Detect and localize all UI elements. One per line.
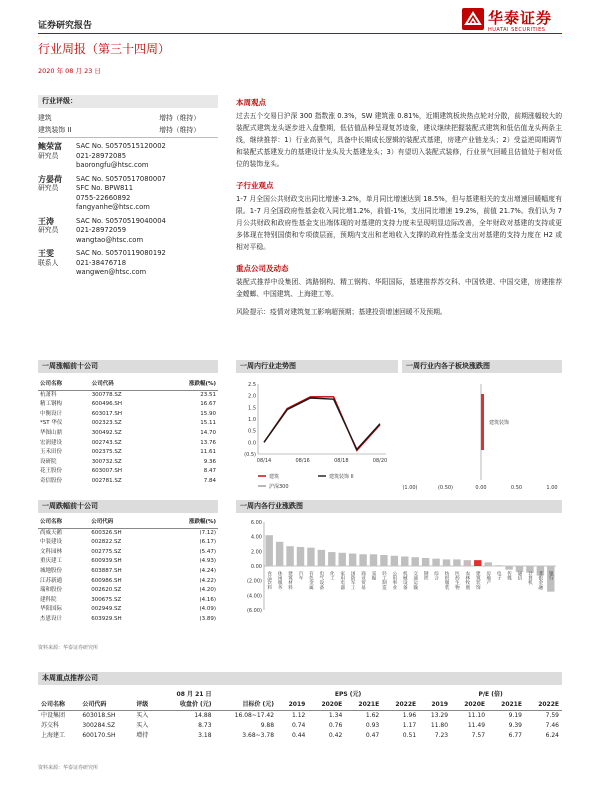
rec-cell-eps: 1.12	[291, 712, 306, 719]
bar-category-label: 建筑装饰	[489, 420, 510, 426]
company-code-cell: 002775.SZ	[91, 548, 122, 555]
table-row	[38, 419, 218, 429]
rec-body	[38, 711, 562, 742]
y-tick-label: 4.00	[250, 534, 262, 541]
rec-cell-pe: 7.59	[545, 712, 559, 719]
table-row	[38, 448, 218, 458]
industry-label: 纺织服装	[444, 571, 449, 590]
industry-label: 建筑材料	[287, 571, 293, 590]
industry-bar	[474, 560, 481, 566]
rec-cell-rating: 买入	[136, 712, 149, 719]
change-cell: 16.67	[200, 401, 216, 408]
company-code-cell: 600496.SH	[91, 401, 123, 408]
table-header-row	[38, 518, 218, 528]
change-cell: (4.09)	[199, 606, 216, 613]
y-tick-label: 0.5	[248, 428, 256, 435]
industry-label: 房地产	[485, 571, 491, 585]
y-tick-label: 2.00	[250, 549, 262, 556]
change-cell: 11.61	[200, 449, 216, 456]
rec-cell-eps: 0.42	[328, 732, 343, 739]
key-text: 装配式推荐中设集团、鸿路钢构、精工钢构、华阳国际，基建推荐苏交科、中国铁建、中国交建，房建推荐金螳螂、中国建筑、上海建工等。	[236, 278, 562, 298]
recommendation-table	[38, 690, 562, 741]
company-name-cell: 华阳国际	[40, 606, 63, 613]
report-date: 2020 年 08 月 23 日	[38, 67, 101, 75]
company-name-cell: 奇信股份	[40, 477, 63, 484]
rec-cell-pe: 7.46	[545, 722, 559, 729]
rec-source-note: 资料来源：华泰证券研究所	[38, 765, 99, 771]
table-row	[38, 577, 218, 587]
industry-label: 化工	[329, 571, 335, 581]
x-tick-label: 1.00	[546, 485, 558, 491]
col-header: 目标价 (元)	[242, 701, 275, 708]
date-label: 08 月 21 日	[176, 691, 212, 698]
industry-bar	[495, 565, 502, 566]
rec-cell-target: 9.88	[260, 722, 275, 729]
table-row	[38, 721, 562, 731]
col-header: 2022E	[538, 701, 559, 708]
rec-cell-eps: 0.74	[291, 722, 306, 729]
company-code-cell: 300778.SZ	[91, 391, 122, 398]
change-cell: (7.12)	[199, 529, 216, 536]
trend-line-chart	[236, 376, 398, 494]
company-code-cell: 002781.SZ	[91, 477, 122, 484]
rec-cell-code: 300284.SZ	[82, 722, 116, 729]
change-cell: 13.76	[200, 439, 216, 446]
company-name-cell: 设研院	[40, 458, 57, 465]
y-tick-label: (2.00)	[246, 578, 262, 585]
table-row	[38, 390, 218, 400]
industry-bar	[328, 552, 335, 566]
company-name-cell: 花王股份	[40, 468, 63, 475]
industry-bar	[443, 559, 450, 566]
rec-cell-name: 苏交科	[41, 722, 60, 729]
rec-cell-eps: 0.51	[402, 732, 417, 739]
rec-cell-pe: 13.29	[430, 712, 449, 719]
rec-cell-rating: 买入	[136, 722, 149, 729]
y-tick-label: 6.00	[250, 520, 262, 526]
losers-heading: 一周跌幅前十公司	[38, 500, 218, 513]
company-code-cell: 603929.SH	[91, 615, 122, 622]
rating-heading: 行业评级：	[38, 95, 218, 108]
rec-cell-eps: 1.17	[402, 722, 417, 729]
industry-bar	[318, 550, 325, 566]
change-cell: (4.20)	[199, 587, 216, 594]
change-cell: 23.51	[200, 391, 216, 398]
rating-value: 增持（维持）	[159, 126, 200, 134]
industry-label: 公用事业	[391, 571, 397, 590]
company-name-cell: 宏润建设	[40, 439, 63, 446]
company-name-cell: 中衡设计	[40, 410, 63, 417]
x-tick-label: (1.00)	[402, 485, 418, 491]
industry-label: 国防军工	[350, 571, 356, 590]
industry-bar	[307, 548, 314, 566]
analyst-phone: 021-28972085	[76, 151, 127, 160]
industry-label: 机械设备	[402, 571, 408, 590]
rec-cell-pe: 11.10	[467, 712, 486, 719]
rec-cell-target: 3.68~3.78	[242, 732, 275, 739]
col-header: 公司名称	[38, 380, 90, 390]
legend-label: 建筑	[269, 474, 280, 480]
company-name-cell: 尚威天鹅	[40, 529, 63, 536]
rec-cell-pe: 11.49	[467, 722, 486, 729]
rec-cell-eps: 1.96	[402, 712, 417, 719]
company-name-cell: 重庆建工	[40, 558, 63, 565]
rec-cell-pe: 9.39	[508, 722, 522, 729]
change-cell: (4.93)	[199, 558, 216, 565]
industry-label: 计算机	[527, 571, 533, 585]
losers-table	[38, 518, 218, 625]
change-cell: (6.17)	[199, 539, 216, 546]
table-row	[38, 439, 218, 449]
industry-bar	[339, 553, 346, 566]
sub-sector-chart-heading: 一周行业内各子板块涨跌图	[402, 360, 562, 373]
change-cell: 8.47	[203, 468, 216, 475]
analyst-email[interactable]: wangtao@htsc.com	[76, 235, 144, 244]
y-tick-label: 0.00	[250, 564, 262, 570]
rec-cell-name: 中设集团	[41, 712, 66, 719]
change-cell: 9.36	[203, 458, 216, 465]
industry-label: 通信	[517, 571, 522, 581]
industry-label: 轻工制造	[381, 571, 387, 590]
analyst-name: 鲍荣富	[38, 142, 62, 151]
report-type-label: 证券研究报告	[38, 21, 93, 31]
x-tick-label: 08/18	[334, 458, 349, 464]
industry-label: 电子	[496, 571, 502, 581]
change-cell: 14.70	[200, 429, 216, 436]
views-text: 过去五个交易日沪深 300 指数涨 0.3%，SW 建筑涨 0.81%，近期建筑板块热点轮对分散，前期涨幅较大的装配式建筑龙头逐步进入盘整期，低估值品种呈现复苏迹象，建议继续把握装配式建筑和低估值龙头两条主线，继续推荐：1）行业高景气，具备中长期成长逻辑的装配式基建，房建产业链龙头；2）受益逆周期调节和装配式基建发力的基建设计龙头及大基建龙头；3）有望切入装配式装修，行业景气回暖且估值处于相对低位的装饰龙头。	[236, 112, 562, 168]
table-row	[38, 731, 562, 741]
industry-label: 电气设备	[318, 571, 324, 590]
industry-bar	[380, 555, 387, 566]
rec-cell-eps: 0.93	[365, 722, 380, 729]
eps-label: EPS (元)	[334, 691, 362, 698]
industry-label: 医药生物	[454, 571, 460, 590]
change-cell: 15.90	[200, 410, 216, 417]
rec-cell-pe: 7.23	[434, 732, 449, 739]
change-cell: 7.84	[203, 477, 216, 484]
col-header: 公司代码	[82, 701, 107, 708]
industry-bar	[349, 554, 356, 566]
col-header: 2021E	[358, 701, 380, 708]
x-tick-label: 08/20	[372, 458, 388, 464]
legend-label: 沪深300	[269, 484, 289, 490]
company-name-cell: 玉禾田份	[40, 449, 63, 456]
company-code-cell: 300732.SZ	[91, 458, 122, 465]
analyst-sac: SAC No. S0570515120002	[76, 142, 166, 150]
main-text	[236, 97, 562, 318]
col-header: 2021E	[501, 701, 522, 708]
col-header: 收盘价 (元)	[179, 701, 212, 708]
company-name-cell: 精工钢构	[40, 401, 63, 408]
pe-label: P/E (倍)	[478, 691, 503, 698]
table-row	[38, 605, 218, 615]
table-row	[38, 477, 218, 487]
change-cell: (4.24)	[199, 567, 216, 574]
y-tick-label: (4.00)	[246, 593, 262, 600]
rating-name: 建筑装饰 II	[38, 126, 72, 134]
industry-label: 食品饮料	[266, 571, 272, 590]
analyst-card	[38, 142, 228, 171]
col-header: 评级	[136, 701, 149, 708]
analyst-card	[38, 175, 228, 213]
industry-bar	[359, 554, 366, 566]
industry-label: 休闲服务	[277, 571, 283, 590]
rating-value: 增持（维持）	[159, 114, 200, 122]
analyst-sac: SAC No. S0570519040004	[76, 216, 166, 225]
rec-cell-pe: 6.24	[545, 732, 559, 739]
rec-cell-rating: 增持	[136, 732, 149, 739]
analyst-email[interactable]: baorongfu@htsc.com	[76, 161, 149, 169]
series-line	[264, 398, 380, 449]
industry-label: 农林牧渔	[464, 571, 470, 590]
industry-bar	[370, 554, 377, 566]
company-code-cell: 002620.SZ	[91, 587, 122, 594]
table-row	[38, 557, 218, 567]
analyst-sfc: SFC No. BPW811	[76, 184, 134, 192]
table-header-row	[38, 690, 562, 700]
col-header: 公司代码	[89, 518, 157, 528]
company-code-cell: 002949.SZ	[91, 606, 122, 613]
industry-bar	[505, 566, 512, 570]
logo-english: HUATAI SECURITIES	[488, 27, 546, 33]
table-row	[38, 596, 218, 606]
rec-cell-eps: 0.44	[291, 732, 306, 739]
analyst-block	[38, 142, 228, 278]
industry-label: 综合	[433, 571, 439, 581]
col-header: 涨跌幅(%)	[157, 518, 218, 528]
analyst-phone: 021-28972059	[76, 226, 127, 234]
industry-label: 商业贸易	[360, 571, 366, 590]
table-row	[38, 429, 218, 439]
industry-label: 汽车	[298, 571, 303, 581]
industry-bar	[266, 535, 273, 566]
risk-text: 风险提示：疫情对建筑复工影响超预期；基建投资增速回暖不及预期。	[236, 308, 447, 316]
analyst-sac: SAC No. S0570517080007	[76, 174, 166, 183]
industry-bar	[412, 557, 419, 566]
industry-bar	[276, 542, 283, 566]
rating-row	[38, 112, 218, 124]
rec-cell-name: 上海建工	[41, 732, 66, 739]
x-tick-label: 08/14	[256, 458, 272, 464]
page-title: 行业周报（第三十四周）	[38, 42, 171, 56]
gainers-table	[38, 380, 218, 487]
table-row	[38, 586, 218, 596]
company-name-cell: 江苏新通	[40, 577, 63, 584]
rec-heading: 本周重点推荐公司	[38, 672, 562, 685]
industry-bar	[432, 559, 439, 566]
col-header: 涨跌幅(%)	[157, 380, 218, 390]
rec-cell-eps: 1.34	[328, 712, 343, 719]
change-cell: (4.22)	[199, 577, 216, 584]
change-cell: (5.47)	[199, 548, 216, 555]
industry-bar	[401, 556, 408, 566]
company-code-cell: 603007.SH	[91, 468, 123, 475]
company-code-cell: 600326.SH	[91, 529, 122, 536]
col-header: 公司代码	[90, 380, 157, 390]
table-row	[38, 528, 218, 538]
rating-list	[38, 112, 218, 136]
y-tick-label: 1.0	[248, 417, 256, 423]
analyst-role: 研究员	[38, 184, 59, 192]
industry-bar-chart	[236, 516, 562, 652]
analyst-card	[38, 249, 228, 278]
gainers-heading: 一周涨幅前十公司	[38, 360, 218, 373]
sub-sector-bar	[481, 394, 484, 450]
x-tick-label: 0.50	[510, 485, 523, 491]
rec-cell-eps: 0.76	[328, 722, 343, 729]
industry-bar	[297, 547, 304, 566]
industry-label: 家用电器	[339, 571, 345, 590]
analyst-role: 研究员	[38, 226, 59, 234]
rec-cell-eps: 1.62	[365, 712, 380, 719]
y-tick-label: 2.5	[248, 382, 256, 388]
company-code-cell: 603887.SH	[91, 567, 122, 574]
rec-cell-price: 3.18	[198, 732, 212, 739]
source-note: 资料来源：华泰证券研究所	[38, 645, 99, 651]
company-code-cell: 603017.SH	[91, 410, 123, 417]
company-code-cell: 002743.SZ	[91, 439, 122, 446]
company-name-cell: 文科园林	[40, 548, 63, 555]
analyst-email[interactable]: wangwen@htsc.com	[76, 268, 147, 276]
rec-cell-pe: 7.57	[471, 732, 486, 739]
col-header: 2022E	[395, 701, 417, 708]
change-cell: 15.11	[200, 420, 216, 427]
analyst-role: 联系人	[38, 258, 59, 267]
company-name-cell: 建科院	[40, 596, 57, 603]
change-cell: (4.16)	[199, 596, 216, 603]
company-code-cell: 002375.SZ	[91, 449, 122, 456]
change-cell: (3.89)	[199, 615, 216, 622]
table-row	[38, 410, 218, 420]
x-tick-label: (0.50)	[437, 485, 454, 491]
legend-label: 建筑装饰 II	[329, 474, 354, 480]
analyst-name: 方晏荷	[38, 174, 62, 184]
logo-text: 华泰证券	[488, 9, 553, 27]
x-tick-label: 0.00	[475, 485, 487, 491]
table-row	[38, 711, 562, 722]
table-row	[38, 615, 218, 625]
analyst-name: 王涛	[38, 216, 54, 226]
rating-row	[38, 124, 218, 136]
rec-cell-price: 8.73	[198, 722, 212, 729]
col-header: 2019	[288, 701, 306, 708]
industry-bar	[422, 558, 429, 566]
industry-label: 银行	[548, 571, 554, 581]
company-name-cell: 杭萧科	[40, 391, 57, 398]
header-rule	[38, 33, 562, 34]
table-header-row	[38, 700, 562, 711]
divider	[38, 137, 218, 138]
industry-label: 钢铁	[423, 571, 429, 581]
industry-label: 采掘	[371, 571, 376, 581]
industry-bar	[453, 559, 460, 566]
sub-heading: 子行业观点	[236, 181, 274, 190]
company-name-cell: 瑞和股份	[40, 587, 63, 594]
col-header: 2020E	[321, 701, 343, 708]
company-name-cell: 中装建设	[40, 539, 63, 546]
col-header: 公司名称	[38, 518, 89, 528]
y-tick-label: 1.5	[248, 405, 256, 412]
losers-body	[38, 528, 218, 624]
gainers-body	[38, 390, 218, 486]
y-tick-label: 0.0	[248, 440, 256, 447]
table-row	[38, 538, 218, 548]
company-code-cell: 600986.SH	[91, 577, 122, 584]
company-code-cell: 600939.SH	[91, 558, 122, 565]
rec-cell-code: 600170.SH	[82, 732, 116, 739]
rec-cell-price: 14.88	[194, 712, 212, 719]
rec-cell-target: 16.08~17.42	[234, 712, 275, 719]
rec-cell-pe: 6.77	[508, 732, 522, 739]
col-header: 公司名称	[41, 701, 66, 708]
analyst-sac: SAC No. S0570119080192	[76, 249, 166, 257]
sub-text: 1-7 月全国公共财政支出同比增速-3.2%，单月同比增速达到 18.5%，但与基建相关的支出增速回暖幅度有限。1-7 月全国政府性基金收入同比增1.2%，前值-1%，支出同比增速 19.2%，前值 21.7%。我们认为 7 月公共财政和政府性基金支出端体现的对基建的支持力度未呈现明显边际改善，全年财政对基建的支持或更多体现在特别国债和专项债层面，预期内支出和老地收入支撑的政府性基金支出对基建的支持力度在 H2 或相对平稳。	[236, 195, 562, 251]
y-tick-label: (6.00)	[246, 608, 262, 614]
company-name-cell: *ST 华仪	[40, 420, 63, 427]
col-header: 2020E	[464, 701, 486, 708]
company-code-cell: 002822.SZ	[91, 539, 122, 546]
analyst-name: 王雯	[38, 249, 54, 258]
industry-label: 有色金属	[308, 571, 314, 590]
rec-cell-pe: 9.19	[508, 712, 522, 719]
industry-label: 建筑装饰	[475, 571, 481, 590]
x-tick-label: 08/16	[295, 458, 310, 464]
views-heading: 本周观点	[236, 98, 266, 107]
company-code-cell: 002323.SZ	[91, 420, 122, 427]
table-row	[38, 458, 218, 468]
company-name-cell: 华图山鼎	[40, 429, 63, 436]
industry-bar	[286, 546, 293, 566]
rec-cell-pe: 11.80	[430, 722, 449, 729]
company-code-cell: 300492.SZ	[91, 429, 122, 436]
key-heading: 重点公司及动态	[236, 264, 289, 273]
table-header-row	[38, 380, 218, 390]
y-tick-label: 2.0	[248, 393, 256, 400]
y-tick-label: (0.5)	[244, 452, 256, 458]
col-header: 2019	[431, 701, 449, 708]
industry-bar	[391, 556, 398, 566]
analyst-email[interactable]: fangyanhe@htsc.com	[76, 203, 150, 211]
company-code-cell: 300675.SZ	[91, 596, 122, 603]
analyst-phone: 021-38476718	[76, 258, 127, 267]
rec-cell-eps: 0.47	[365, 732, 380, 739]
industry-chart-heading: 一周内各行业涨跌图	[236, 500, 562, 513]
sub-sector-bar-chart	[402, 376, 562, 494]
analyst-card	[38, 217, 228, 246]
logo-icon	[462, 8, 484, 30]
trend-chart-heading: 一周内行业走势图	[236, 360, 398, 373]
analyst-role: 研究员	[38, 151, 59, 160]
company-name-cell: 杰恩设计	[40, 615, 63, 622]
analyst-phone: 0755-22660892	[76, 193, 131, 202]
table-row	[38, 567, 218, 577]
industry-label: 传媒	[506, 571, 512, 581]
rec-cell-code: 603018.SH	[82, 712, 116, 719]
industry-label: 交通运输	[412, 571, 418, 590]
company-name-cell: 城地股份	[40, 567, 63, 574]
rating-name: 建筑	[38, 114, 52, 122]
industry-label: 非银金融	[537, 571, 543, 590]
table-row	[38, 548, 218, 558]
industry-bar	[485, 562, 492, 566]
industry-bar	[464, 560, 471, 566]
table-row	[38, 467, 218, 477]
table-row	[38, 400, 218, 410]
